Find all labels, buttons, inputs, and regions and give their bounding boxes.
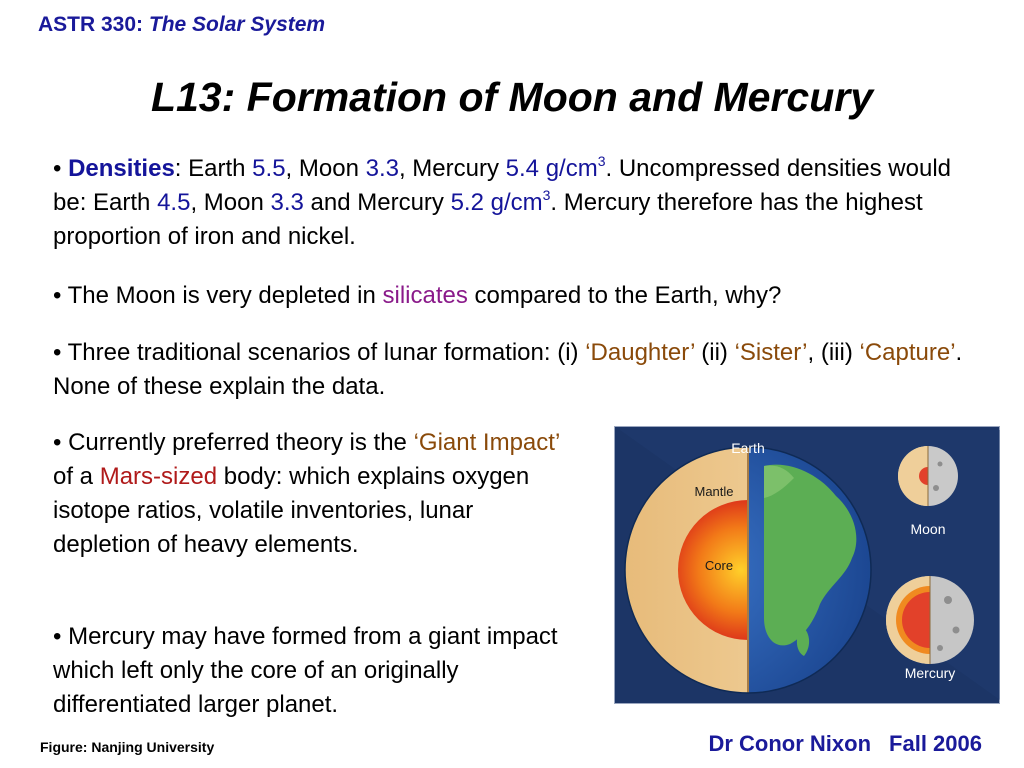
bullet-densities: • Densities: Earth 5.5, Moon 3.3, Mercury 5.4 $g/cm^3$. Uncompressed densities would be: Earth 4.5, Moon 3.3 and Mercury 5.2 $g/cm^3$. Mercury therefore has the highest proportion of iron and nickel. <box>53 153 952 250</box>
earth-label: Earth <box>731 440 765 456</box>
bullet-silicates: • The Moon is very depleted in silicates compared to the Earth, why? <box>53 282 782 309</box>
slide-title: L13: Formation of Moon and Mercury <box>150 74 874 120</box>
course-header <box>38 13 325 37</box>
footer <box>690 731 982 757</box>
mantle-label: Mantle <box>694 484 734 499</box>
course-code: ASTR 330: <box>38 13 144 36</box>
core-label: Core <box>704 558 734 573</box>
bullet-giant-impact: • Currently preferred theory is the ‘Giant Impact’ of a Mars-sized body: which explains oxygen isotope ratios, volatile inventories, lunar depletion of heavy elements. <box>53 429 560 558</box>
mercury-label: Mercury <box>904 665 956 681</box>
bullet-scenarios: • Three traditional scenarios of lunar formation: (i) ‘Daughter’ (ii) ‘Sister’, (iii) ‘Capture’. None of these explain the data. <box>53 339 963 400</box>
footer-author: Dr Conor Nixon <box>708 731 872 756</box>
bullet-mercury: • Mercury may have formed from a giant impact which left only the core of an originally differentiated larger planet. <box>53 623 558 718</box>
planet-interior-figure <box>614 426 1000 704</box>
figure-caption: Figure: Nanjing University <box>40 739 215 755</box>
moon-label: Moon <box>910 521 946 537</box>
course-name: The Solar System <box>148 13 326 36</box>
mercury-cutaway <box>886 576 974 664</box>
moon-cutaway <box>898 446 958 506</box>
footer-term: Fall 2006 <box>889 731 982 756</box>
earth-cutaway <box>625 447 871 693</box>
densities-label: Densities <box>68 155 175 182</box>
